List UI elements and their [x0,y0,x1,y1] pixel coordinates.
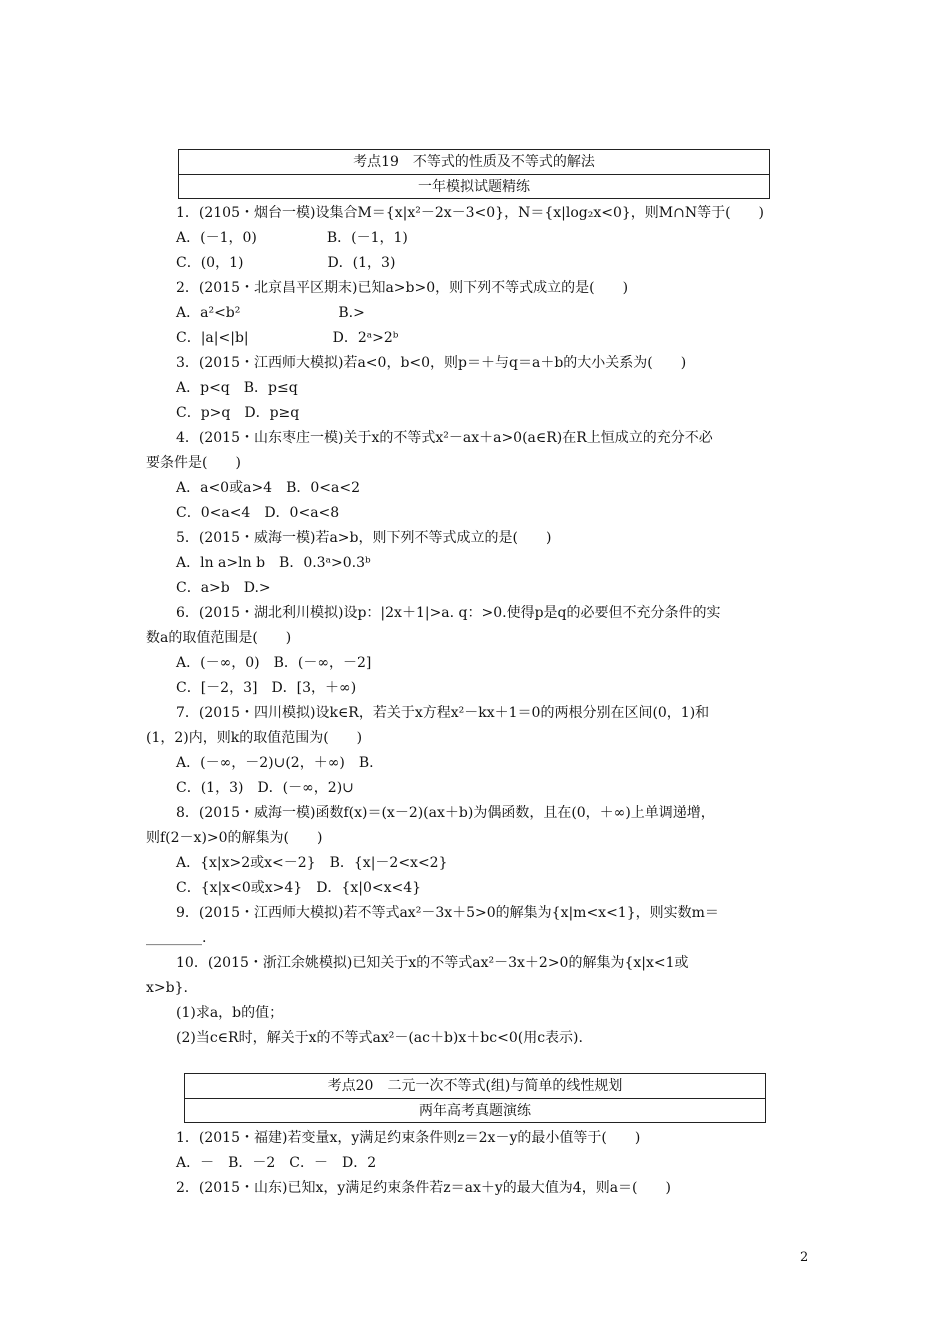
question-line: 5．(2015・威海一模)若a>b，则下列不等式成立的是( ) [176,530,552,546]
question-line: 1．(2015・福建)若变量x，y满足约束条件则z＝2x－y的最小值等于( ) [176,1130,641,1146]
option-line: C．(0，1) D．(1，3) [176,255,396,271]
section19-title: 考点19 不等式的性质及不等式的解法 [353,154,595,170]
question-line: 4．(2015・山东枣庄一模)关于x的不等式x²－ax＋a>0(a∈R)在R上恒成立的充分不必 [176,430,713,446]
question-line: 数a的取值范围是( ) [146,630,292,646]
option-line: A．p<q B．p≤q [176,380,298,396]
subquestion-line: (1)求a，b的值； [176,1005,284,1021]
option-line: C．p>q D．p≥q [176,405,300,421]
question-line: 则f(2－x)>0的解集为( ) [146,830,323,846]
question-line: 1．(2105・烟台一模)设集合M＝{x|x²－2x－3<0}，N＝{x|log₂x<0}，则M∩N等于( ) [176,205,765,221]
option-line: A．(－∞，0) B．(－∞，－2] [176,655,372,671]
option-line: C．|a|<|b| D．2ᵃ>2ᵇ [176,330,399,346]
question-line: 8．(2015・威海一模)函数f(x)＝(x－2)(ax＋b)为偶函数，且在(0，＋∞)上单调递增， [176,805,715,821]
page-number: 2 [800,1250,809,1265]
option-line: A．a<0或a>4 B．0<a<2 [176,480,360,496]
option-line: A．－ B．－2 C．－ D．2 [176,1155,377,1171]
option-line: A．a²<b² B.> [176,305,365,321]
question-line: (1，2)内，则k的取值范围为( ) [146,730,363,746]
section19-subtitle: 一年模拟试题精练 [179,174,769,199]
question-line: 2．(2015・山东)已知x，y满足约束条件若z＝ax＋y的最大值为4，则a＝( ) [176,1180,671,1196]
option-line: C．(1，3) D．(－∞，2)∪ [176,780,354,796]
question-line: x>b}. [146,980,188,996]
question-line: 要条件是( ) [146,455,241,471]
option-line: C．0<a<4 D．0<a<8 [176,505,340,521]
option-line: A．(－1，0) B．(－1，1) [176,230,408,246]
question-line: 2．(2015・北京昌平区期末)已知a>b>0，则下列不等式成立的是( ) [176,280,629,296]
option-line: C．{x|x<0或x>4} D．{x|0<x<4} [176,880,422,896]
option-line: C．[－2，3] D．[3，＋∞) [176,680,357,696]
section20-subtitle: 两年高考真题演练 [185,1098,765,1123]
answer-blank: ________. [146,930,207,946]
question-line: 7．(2015・四川模拟)设k∈R，若关于x方程x²－kx＋1＝0的两根分别在区间(0，1)和 [176,705,710,721]
section20-title: 考点20 二元一次不等式(组)与简单的线性规划 [327,1078,623,1094]
question-line: 10．(2015・浙江余姚模拟)已知关于x的不等式ax²－3x＋2>0的解集为{x|x<1或 [176,955,689,971]
option-line: A．{x|x>2或x<－2} B．{x|－2<x<2} [176,855,448,871]
subquestion-line: (2)当c∈R时，解关于x的不等式ax²－(ac＋b)x＋bc<0(用c表示). [176,1030,583,1046]
question-line: 9．(2015・江西师大模拟)若不等式ax²－3x＋5>0的解集为{x|m<x<1}，则实数m＝ [176,905,719,921]
section19-header-box [178,149,770,199]
question-line: 3．(2015・江西师大模拟)若a<0，b<0，则p＝＋与q＝a＋b的大小关系为( ) [176,355,687,371]
section20-header-box [184,1073,766,1123]
question-line: 6．(2015・湖北利川模拟)设p：|2x＋1|>a. q：>0.使得p是q的必要但不充分条件的实 [176,605,721,621]
option-line: A．(－∞，－2)∪(2，＋∞) B. [176,755,374,771]
option-line: A．ln a>ln b B．0.3ᵃ>0.3ᵇ [176,555,371,571]
option-line: C．a>b D.> [176,580,271,596]
